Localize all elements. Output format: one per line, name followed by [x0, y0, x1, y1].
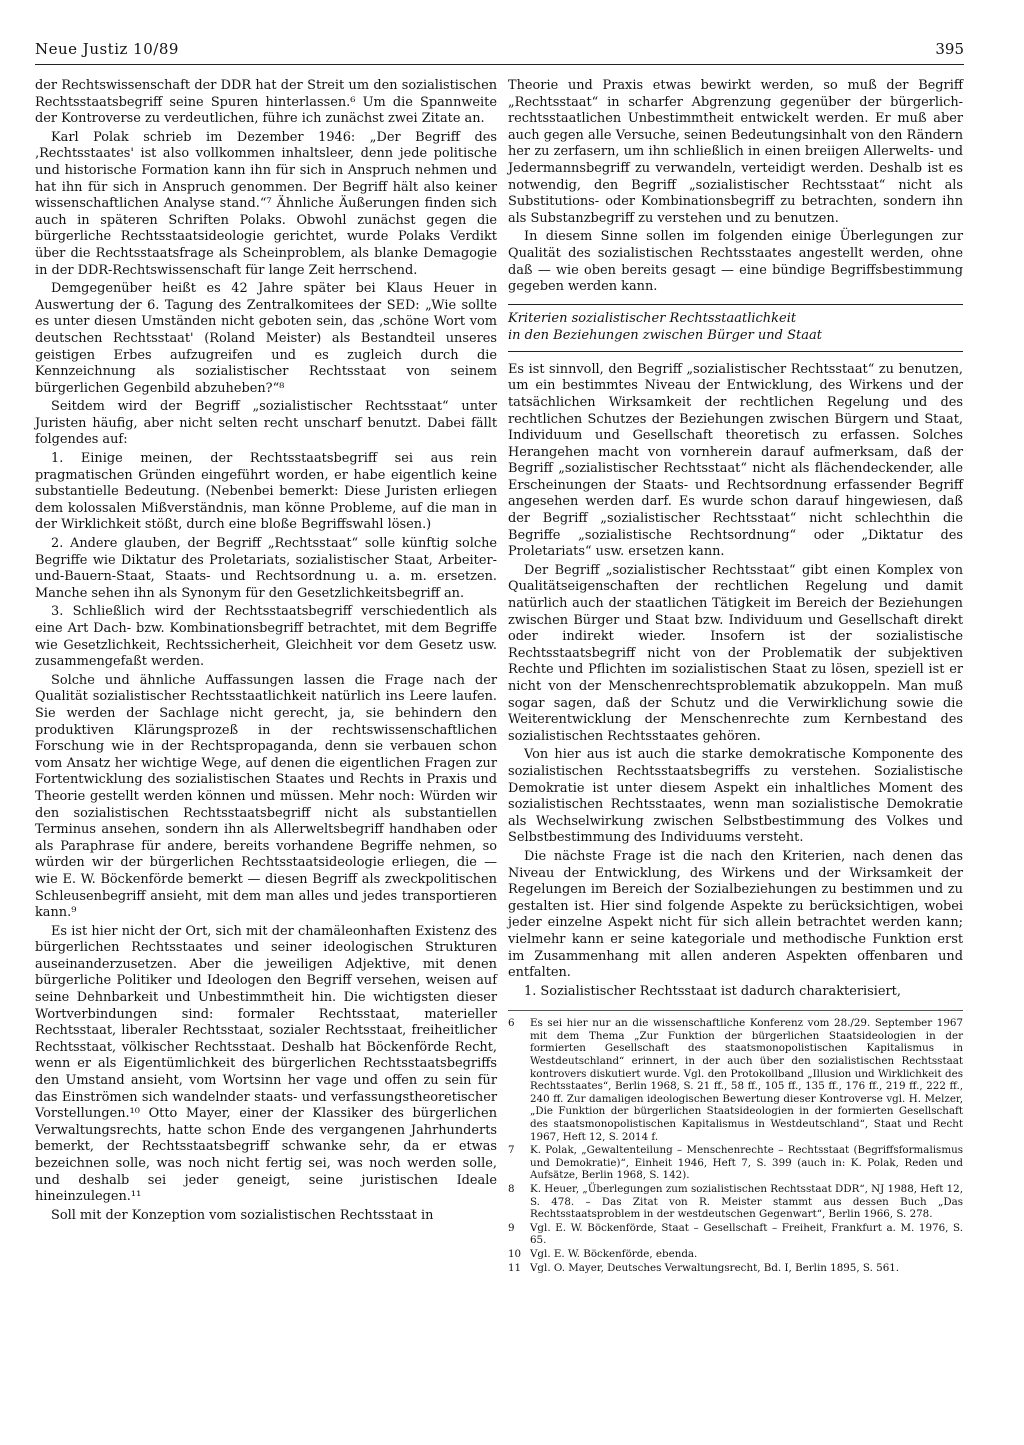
footnote-number: 7	[508, 1144, 515, 1157]
paragraph: der Rechtswissenschaft der DDR hat der Streit um den sozialistischen Rechtsstaatsbegriff seine Spuren hinterlassen.⁶ Um die Spannweite der Kontroverse zu verdeutlichen, führe ich zunächst zwei Zitate an.	[35, 78, 497, 127]
paragraph: In diesem Sinne sollen im folgenden einige Überlegungen zur Qualität des sozialistischen Rechtsstaates angestellt werden, ohne daß — wie oben bereits gesagt — eine bündige Begriffsbestimmung gegeben werden kann.	[508, 229, 963, 295]
footnote-number: 6	[508, 1017, 515, 1030]
footnote-text: Vgl. E. W. Böckenförde, ebenda.	[530, 1247, 698, 1260]
paragraph: Seitdem wird der Begriff „sozialistischer Rechtsstaat“ unter Juristen häufig, aber nicht selten recht unscharf benutzt. Dabei fällt folgendes auf:	[35, 399, 497, 448]
paragraph: Solche und ähnliche Auffassungen lassen die Frage nach der Qualität sozialistischer Rechtsstaatlichkeit natürlich ins Leere laufen. Sie werden der Sachlage nicht gerecht, ja, sie behindern den produktiven Klärungsprozeß in der rechtswissenschaftlichen Forschung wie in der Rechtspropaganda, denn sie verbauen schon vom Ansatz her wichtige Wege, auf denen die eigentlichen Fragen zur Fortentwicklung des sozialistischen Staates und Rechts in Praxis und Theorie gestellt werden können und müssen. Mehr noch: Würden wir den sozialistischen Rechtsstaatsbegriff nicht als substantiellen Terminus ansehen, sondern ihn als Allerweltsbegriff handhaben oder als Paraphrase für andere, bereits vorhandene Begriffe nehmen, so würden wir der bürgerlichen Rechtsstaatsideologie erliegen, die — wie E. W. Böckenförde bemerkt — diesen Begriff als zweckpolitischen Schleusenbegriff ansieht, mit dem man alles und jedes transportieren kann.⁹	[35, 672, 497, 921]
list-item: 2. Andere glauben, der Begriff „Rechtsstaat“ solle künftig solche Begriffe wie Diktatur des Proletariats, sozialistischer Staat, Arbeiter-und-Bauern-Staat, Staats- und Rechtsordnung u. a. m. ersetzen. Manche sehen ihn als Synonym für den Gesetzlichkeitsbegriff an.	[35, 536, 497, 601]
footnote	[508, 1183, 963, 1221]
section-heading	[508, 304, 963, 352]
page-number: 395	[935, 40, 964, 58]
footnote-number: 11	[508, 1261, 522, 1274]
footnote-number: 9	[508, 1221, 515, 1234]
paragraph: Theorie und Praxis etwas bewirkt werden, so muß der Begriff „Rechtsstaat“ in scharfer Abgrenzung gegenüber der bürgerlich-rechtsstaatlichen Unbestimmtheit entwickelt werden. Er muß aber auch gegen alle Versuche, seinen Bedeutungsinhalt von den Rändern her zu zerfasern, um ihn schließlich in einen breiigen Allerwelts- und Jedermannsbegriff zu verwandeln, verteidigt werden. Deshalb ist es notwendig, den Begriff „sozialistischer Rechtsstaat“ nicht als Substitutions- oder Kombinationsbegriff zu betrachten, sondern ihn als Substanzbegriff zu verstehen und zu benutzen.	[508, 78, 963, 226]
footnote	[508, 1222, 963, 1247]
footnote-number: 8	[508, 1183, 515, 1195]
footnote-text: Vgl. O. Mayer, Deutsches Verwaltungsrecht, Bd. I, Berlin 1895, S. 561.	[530, 1261, 900, 1274]
paragraph: Demgegenüber heißt es 42 Jahre später bei Klaus Heuer in Auswertung der 6. Tagung des Zentralkomitees der SED: „Wie sollte es unter diesen Umständen nicht geboten sein, das ‚schöne Wort vom deutschen Rechtsstaat' (Roland Meister) als Bestandteil unseres geistigen Erbes aufzugreifen und es zugleich durch die Kennzeichnung als sozialistischer Rechtsstaat von seinem bürgerlichen Gegenbild abzuheben?“⁸	[35, 281, 497, 396]
paragraph: Es ist sinnvoll, den Begriff „sozialistischer Rechtsstaat“ zu benutzen, um ein bestimmtes Niveau der Entwicklung, des Wirkens und der tatsächlichen Wirksamkeit der rechtlichen Regelung und des rechtlichen Schutzes der Beziehungen zwischen Bürgern und Staat, Individuum und Gesellschaft theoretisch zu erfassen. Solches Herangehen macht von vornherein darauf aufmerksam, daß der Begriff „sozialistischer Rechtsstaat“ nicht als flächendeckender, alle Erscheinungen der Staats- und Rechtsordnung erfassender Begriff angesehen werden darf. Es wurde schon darauf hingewiesen, daß der Begriff „sozialistischer Rechtsstaat“ nicht schlechthin die Begriffe „sozialistische Rechtsordnung“ oder „Diktatur des Proletariats“ usw. ersetzen kann.	[508, 361, 963, 560]
section-heading-line: Kriterien sozialistischer Rechtsstaatlichkeit	[508, 310, 797, 326]
footnote-text: K. Heuer, „Überlegungen zum sozialistischen Rechtsstaat DDR“, NJ 1988, Heft 12, S. 478. – Das Zitat von R. Meister stammt aus dessen Buch „Das Rechtsstaatsproblem in der westdeutschen Gegenwart“, Berlin 1966, S. 278.	[530, 1183, 963, 1221]
footnote-text: Vgl. E. W. Böckenförde, Staat – Gesellschaft – Freiheit, Frankfurt a. M. 1976, S. 65.	[530, 1221, 963, 1247]
paragraph: Die nächste Frage ist die nach den Kriterien, nach denen das Niveau der Entwicklung, des Wirkens und der Wirksamkeit der Regelungen im Bereich der Sozialbeziehungen zu bestimmen und zu gestalten ist. Hier sind folgende Aspekte zu berücksichtigen, wobei jeder einzelne Aspekt nicht für sich allein betrachtet werden kann; vielmehr kann er seine kategoriale und methodische Funktion erst im Zusammenhang mit allen anderen Aspekten offenbaren und entfalten.	[508, 848, 963, 981]
footnote	[508, 1017, 963, 1143]
page-header	[35, 40, 964, 62]
footnote	[508, 1262, 963, 1275]
paragraph: Der Begriff „sozialistischer Rechtsstaat“ gibt einen Komplex von Qualitätseigenschaften der rechtlichen Regelung und damit natürlich auch der staatlichen Tätigkeit im Bereich der Beziehungen zwischen Bürger und Staat bzw. Individuum und Gesellschaft direkt oder indirekt wieder. Insofern ist der sozialistische Rechtsstaatsbegriff nicht von der Problematik der subjektiven Rechte und Pflichten im sozialistischen Staat zu lösen, speziell ist er nicht von der Menschenrechtsproblematik abzukoppeln. Man muß sogar sagen, daß der Schutz und die Verwirklichung sowie die Weiterentwicklung der Menschenrechte zum Kernbestand des sozialistischen Rechtsstaates gehören.	[508, 562, 963, 744]
header-rule	[35, 64, 964, 65]
footnote	[508, 1144, 963, 1182]
footnote-number: 10	[508, 1247, 522, 1260]
paragraph: Von hier aus ist auch die starke demokratische Komponente des sozialistischen Rechtsstaatsbegriffs zu verstehen. Sozialistische Demokratie ist unter diesem Aspekt ein inhaltliches Moment des sozialistischen Rechtsstaates, wenn man sozialistische Demokratie als Wechselwirkung zwischen Selbstbestimmung des Volkes und Selbstbestimmung des Individuums versteht.	[508, 747, 963, 846]
paragraph: Soll mit der Konzeption vom sozialistischen Rechtsstaat in	[51, 1207, 434, 1223]
footnotes	[508, 1010, 963, 1274]
list-item: 1. Sozialistischer Rechtsstaat ist dadurch charakterisiert,	[524, 983, 901, 999]
list-item: 3. Schließlich wird der Rechtsstaatsbegriff verschiedentlich als eine Art Dach- bzw. Kombinationsbegriff betrachtet, mit dem Begriffe wie Gesetzlichkeit, Rechtssicherheit, Gleichheit vor dem Gesetz usw. zusammengefaßt werden.	[35, 604, 497, 670]
right-column	[508, 78, 963, 1275]
footnote-text: Es sei hier nur an die wissenschaftliche Konferenz vom 28./29. September 1967 mit dem Thema „Zur Funktion der bürgerlichen Staatsideologien in der formierten Gesellschaft des staatsmonopolistischen Kapitalismus in Westdeutschland“ erinnert, in der auch über den sozialistischen Rechtsstaat kontrovers diskutiert wurde. Vgl. den Protokollband „Illusion und Wirklichkeit des Rechtsstaates“, Berlin 1968, S. 21 ff., 58 ff., 105 ff., 135 ff., 176 ff., 219 ff., 222 ff., 240 ff. Zur damaligen ideologischen Bewertung dieser Kontroverse vgl. H. Melzer, „Die Funktion der bürgerlichen Staatsideologien in der formierten Gesellschaft des staatsmonopolistischen Kapitalismus in Westdeutschland“, Staat und Recht 1967, Heft 12, S. 2014 f.	[530, 1017, 963, 1143]
paragraph: Es ist hier nicht der Ort, sich mit der chamäleonhaften Existenz des bürgerlichen Rechtsstaates und seiner ideologischen Strukturen auseinanderzusetzen. Aber die jeweiligen Adjektive, mit denen bürgerliche Politiker und Ideologen den Begriff versehen, weisen auf seine Dehnbarkeit und Unbestimmtheit hin. Die wichtigsten dieser Wortverbindungen sind: formaler Rechtsstaat, materieller Rechtsstaat, liberaler Rechtsstaat, sozialer Rechtsstaat, freiheitlicher Rechtsstaat, völkischer Rechtsstaat. Deshalb hat Böckenförde Recht, wenn er als Eigentümlichkeit des bürgerlichen Rechtsstaatsbegriffs den Umstand ansieht, vom Wortsinn her vage und offen zu sein für das Einströmen sich wandelnder staats- und verfassungstheoretischer Vorstellungen.¹⁰ Otto Mayer, einer der Klassiker des bürgerlichen Verwaltungsrechts, hatte schon Ende des vergangenen Jahrhunderts bemerkt, der Rechtsstaatsbegriff schwanke sehr, da er etwas bezeichnen solle, was noch nicht fertig sei, was noch werden solle, und deshalb sei jeder geneigt, seine juristischen Ideale hineinzulegen.¹¹	[35, 923, 497, 1205]
footnote	[508, 1248, 963, 1261]
journal-title: Neue Justiz 10/89	[35, 40, 179, 58]
list-item: 1. Einige meinen, der Rechtsstaatsbegriff sei aus rein pragmatischen Gründen eingeführt worden, er habe eigentlich keine substantielle Bedeutung. (Nebenbei bemerkt: Diese Juristen erliegen dem kolossalen Mißverständnis, man könne Probleme, auf die man in der Wirklichkeit stößt, durch eine bloße Begriffswahl lösen.)	[35, 451, 497, 533]
section-heading-line: in den Beziehungen zwischen Bürger und Staat	[508, 327, 822, 343]
paragraph: Karl Polak schrieb im Dezember 1946: „Der Begriff des ‚Rechtsstaates' ist also vollkommen inhaltsleer, denn jede politische und historische Formation kann ihn für sich in Anspruch nehmen und hat ihn für sich in Anspruch genommen. Der Begriff hält also keiner wissenschaftlichen Analyse stand.“⁷ Ähnliche Äußerungen finden sich auch in späteren Schriften Polaks. Obwohl zunächst gegen die bürgerliche Rechtsstaatsideologie gerichtet, wurde Polaks Verdikt über die Rechtsstaatsfrage als Scheinproblem, als blanke Demagogie in der DDR-Rechtswissenschaft für lange Zeit herrschend.	[35, 129, 497, 278]
left-column	[35, 78, 497, 1226]
footnote-text: K. Polak, „Gewaltenteilung – Menschenrechte – Rechtsstaat (Begriffsformalismus und Demokratie)“, Einheit 1946, Heft 7, S. 399 (auch in: K. Polak, Reden und Aufsätze, Berlin 1968, S. 142).	[530, 1144, 963, 1182]
